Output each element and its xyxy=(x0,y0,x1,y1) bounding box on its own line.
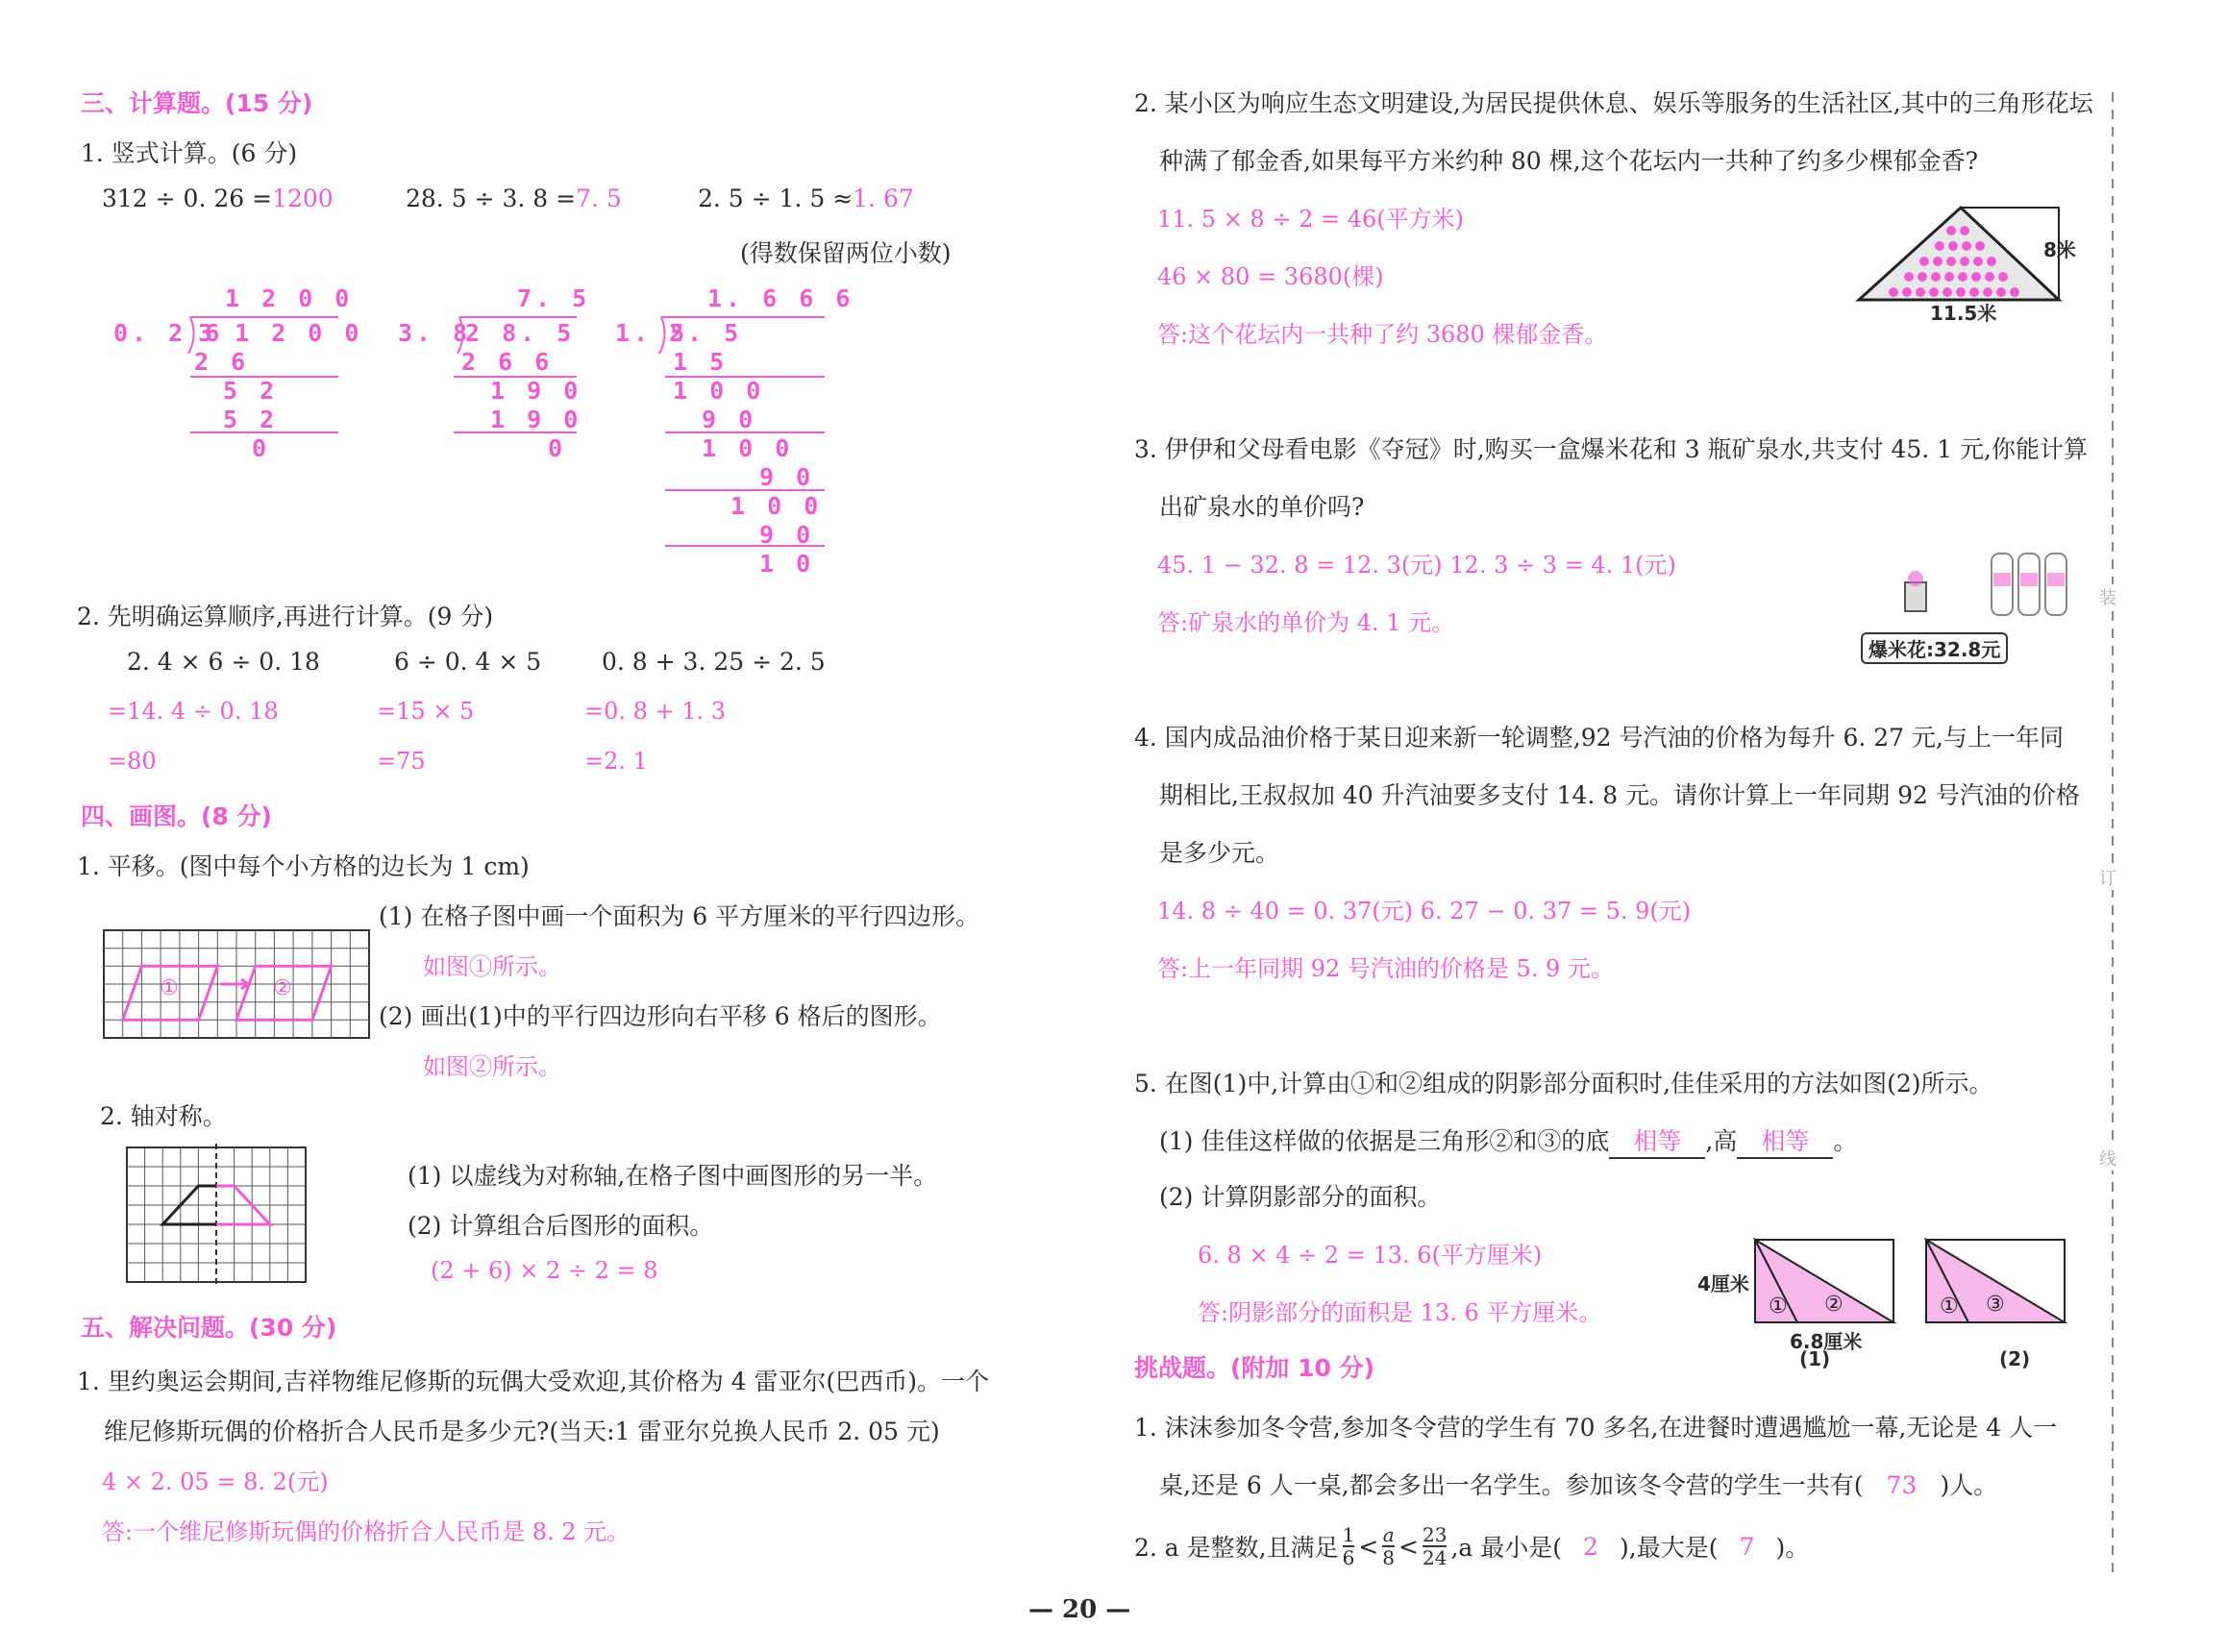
challenge-heading: 挑战题。(附加 10 分) xyxy=(1134,1354,1375,1382)
div3-step: 1 5 xyxy=(673,348,729,376)
op-result: =2. 1 xyxy=(584,748,648,775)
q2-mid: ,a 最小是( xyxy=(1450,1534,1562,1562)
challenge-q1-line1: 1. 沫沫参加冬令营,参加冬令营的学生有 70 多名,在进餐时遭遇尴尬一幕,无论是 4 人一 xyxy=(1134,1414,2058,1442)
r-q4-line1: 4. 国内成品油价格于某日迎来新一轮调整,92 号汽油的价格为每升 6. 27 元,与上一年同 xyxy=(1134,724,2064,752)
q2-min-answer: 2 xyxy=(1583,1532,1598,1561)
q1-text: 桌,还是 6 人一桌,都会多出一名学生。参加该冬令营的学生一共有( xyxy=(1159,1471,1864,1499)
calc-answer: 1200 xyxy=(272,185,334,212)
triangle-height-label: 8米 xyxy=(2043,238,2076,261)
op-expr: 6 ÷ 0. 4 × 5 xyxy=(394,648,542,676)
div1-step: 0 xyxy=(252,434,271,462)
q5-part1-text: (1) 佳佳这样做的依据是三角形②和③的底 xyxy=(1159,1127,1610,1155)
translate-title: 1. 平移。(图中每个小方格的边长为 1 cm) xyxy=(77,852,530,880)
calc-expr: 28. 5 ÷ 3. 8 = xyxy=(406,185,577,212)
div3-step: 9 0 xyxy=(702,406,757,433)
op-expr: 0. 8 + 3. 25 ÷ 2. 5 xyxy=(602,648,826,676)
translation-grid-figure xyxy=(104,930,369,1038)
less-than: < xyxy=(1398,1532,1419,1561)
fraction-23-24 xyxy=(1423,1524,1447,1568)
region-2-label: ② xyxy=(1824,1293,1843,1317)
figure-label-1: ① xyxy=(160,976,179,1000)
q5-blank-height: 相等 xyxy=(1737,1122,1833,1159)
q1-end: )人。 xyxy=(1940,1471,1998,1499)
fig-base-label: 6.8厘米 xyxy=(1790,1330,1863,1353)
div3-step: 1 0 0 xyxy=(702,434,794,462)
r-q4-line3: 是多少元。 xyxy=(1159,839,1280,867)
region-1-label: ① xyxy=(1769,1294,1788,1319)
popcorn-water-illustration xyxy=(1884,544,2095,634)
symmetry-answer: (2 + 6) × 2 ÷ 2 = 8 xyxy=(431,1257,658,1284)
binding-margin-line xyxy=(2103,92,2122,1572)
figure-label-2: ② xyxy=(273,976,292,1000)
q1-answer: 73 xyxy=(1886,1471,1918,1499)
q5-part1-end: 。 xyxy=(1833,1127,1858,1155)
fraction-denominator: 8 xyxy=(1382,1546,1396,1569)
div1-step: 5 2 xyxy=(223,377,279,405)
fig1-caption: (1) xyxy=(1799,1347,1831,1370)
r-q3-calc: 45. 1 − 32. 8 = 12. 3(元) 12. 3 ÷ 3 = 4. 1(元) xyxy=(1157,552,1676,579)
r-q5-part1 xyxy=(1159,1122,1857,1159)
div1-divisor: 0. 2 6 xyxy=(113,319,224,347)
r-q3-line1: 3. 伊伊和父母看电影《夺冠》时,购买一盒爆米花和 3 瓶矿泉水,共支付 45. 1 元,你能计算 xyxy=(1134,435,2088,463)
q2-text: 2. a 是整数,且满足 xyxy=(1134,1534,1339,1562)
q2-max-answer: 7 xyxy=(1739,1532,1755,1561)
r-q5-answer: 答:阴影部分的面积是 13. 6 平方厘米。 xyxy=(1198,1299,1602,1326)
translate-part1: (1) 在格子图中画一个面积为 6 平方厘米的平行四边形。 xyxy=(379,902,980,930)
div2-step: 0 xyxy=(548,434,567,462)
div3-step: 1 0 0 xyxy=(730,492,823,520)
r-q5-part2: (2) 计算阴影部分的面积。 xyxy=(1159,1183,1442,1211)
div3-divisor: 1. 5 xyxy=(615,319,689,347)
calc-expr: 312 ÷ 0. 26 = xyxy=(102,185,273,212)
r-q5-calc: 6. 8 × 4 ÷ 2 = 13. 6(平方厘米) xyxy=(1198,1242,1543,1269)
region-3-label: ③ xyxy=(1986,1293,2005,1317)
section3-heading: 三、计算题。(15 分) xyxy=(81,89,313,117)
translate-answer1: 如图①所示。 xyxy=(423,953,561,980)
div3-step: 9 0 xyxy=(759,463,815,491)
less-than: < xyxy=(1358,1532,1379,1561)
q2-mid2: ),最大是( xyxy=(1620,1534,1719,1562)
calc-answer: 7. 5 xyxy=(576,185,622,212)
translate-answer2: 如图②所示。 xyxy=(423,1053,561,1080)
challenge-q1-line2 xyxy=(1159,1467,1997,1501)
symmetry-grid-figure xyxy=(127,1147,306,1282)
fraction-1-6 xyxy=(1343,1524,1355,1568)
op-step: =0. 8 + 1. 3 xyxy=(584,698,727,725)
fraction-numerator: a xyxy=(1382,1523,1395,1546)
div3-dividend: 2. 5 xyxy=(669,319,743,347)
section4-heading: 四、画图。(8 分) xyxy=(81,802,272,830)
div2-dividend: 2 8. 5 xyxy=(465,319,576,347)
popcorn-icon xyxy=(1905,582,1926,611)
calc-expr: 2. 5 ÷ 1. 5 ≈ xyxy=(698,185,854,212)
problem1-calc: 4 × 2. 05 = 8. 2(元) xyxy=(102,1468,329,1495)
section5-heading: 五、解决问题。(30 分) xyxy=(81,1314,337,1342)
op-result: =80 xyxy=(108,748,157,775)
div1-dividend: 3 1 2 0 0 xyxy=(198,319,363,347)
div3-quotient: 1. 6 6 6 xyxy=(707,284,854,312)
q1-title: 1. 竖式计算。(6 分) xyxy=(81,139,298,167)
div3-step: 1 0 0 xyxy=(673,377,765,405)
div1-step: 5 2 xyxy=(223,406,279,433)
div2-quotient: 7. 5 xyxy=(517,284,591,312)
r-q2-line1: 2. 某小区为响应生态文明建设,为居民提供休息、娱乐等服务的生活社区,其中的三角形花坛 xyxy=(1134,89,2093,117)
popcorn-price-tag: 爆米花:32.8元 xyxy=(1861,632,2008,664)
r-q2-line2: 种满了郁金香,如果每平方米约种 80 棵,这个花坛内一共种了约多少棵郁金香? xyxy=(1159,147,1979,175)
r-q4-calc: 14. 8 ÷ 40 = 0. 37(元) 6. 27 − 0. 37 = 5. 9(元) xyxy=(1157,898,1692,925)
margin-char-zhuang: 装 xyxy=(2099,584,2116,609)
fig2-caption: (2) xyxy=(1999,1347,2031,1370)
calc-answer: 1. 67 xyxy=(853,185,914,212)
fraction-numerator: 23 xyxy=(1422,1523,1448,1546)
symmetry-part2: (2) 计算组合后图形的面积。 xyxy=(408,1212,714,1240)
r-q5-line1: 5. 在图(1)中,计算由①和②组成的阴影部分面积时,佳佳采用的方法如图(2)所示。 xyxy=(1134,1070,1993,1097)
r-q3-line2: 出矿泉水的单价吗? xyxy=(1159,493,1365,521)
r-q2-calc2: 46 × 80 = 3680(棵) xyxy=(1157,263,1384,290)
symmetry-part1: (1) 以虚线为对称轴,在格子图中画图形的另一半。 xyxy=(408,1162,938,1190)
div1-step: 2 6 xyxy=(194,348,250,376)
op-expr: 2. 4 × 6 ÷ 0. 18 xyxy=(127,648,320,676)
page-number: — 20 — xyxy=(1028,1595,1131,1624)
shaded-triangles-figure xyxy=(1751,1236,2068,1328)
fraction-denominator: 24 xyxy=(1422,1546,1448,1569)
fig-height-label: 4厘米 xyxy=(1697,1272,1749,1295)
challenge-q2 xyxy=(1134,1524,1809,1568)
div3-step: 1 0 xyxy=(759,550,815,578)
r-q2-calc1: 11. 5 × 8 ÷ 2 = 46(平方米) xyxy=(1157,206,1464,233)
fraction-a-8 xyxy=(1382,1524,1395,1568)
symmetry-title: 2. 轴对称。 xyxy=(100,1102,227,1130)
op-result: =75 xyxy=(377,748,426,775)
margin-char-xian: 线 xyxy=(2099,1146,2116,1171)
div2-step: 2 6 6 xyxy=(461,348,554,376)
q5-blank-base: 相等 xyxy=(1609,1122,1705,1159)
problem1-line1: 1. 里约奥运会期间,吉祥物维尼修斯的玩偶大受欢迎,其价格为 4 雷亚尔(巴西币)。一个 xyxy=(77,1368,990,1395)
problem1-answer: 答:一个维尼修斯玩偶的价格折合人民币是 8. 2 元。 xyxy=(102,1518,631,1545)
div2-step: 1 9 0 xyxy=(490,406,582,433)
rounding-note: (得数保留两位小数) xyxy=(740,239,952,267)
fraction-numerator: 1 xyxy=(1342,1523,1355,1546)
fraction-denominator: 6 xyxy=(1342,1546,1355,1569)
problem1-line2: 维尼修斯玩偶的价格折合人民币是多少元?(当天:1 雷亚尔兑换人民币 2. 05 元) xyxy=(104,1418,940,1445)
q5-part1-mid: ,高 xyxy=(1705,1127,1738,1155)
r-q4-answer: 答:上一年同期 92 号汽油的价格是 5. 9 元。 xyxy=(1157,955,1614,982)
op-step: =15 × 5 xyxy=(377,698,475,725)
r-q3-answer: 答:矿泉水的单价为 4. 1 元。 xyxy=(1157,609,1455,636)
triangle-base-label: 11.5米 xyxy=(1930,302,1997,325)
div2-step: 1 9 0 xyxy=(490,377,582,405)
q2-end: )。 xyxy=(1775,1534,1810,1562)
div3-step: 9 0 xyxy=(759,521,815,549)
region-1b-label: ① xyxy=(1940,1294,1959,1319)
r-q4-line2: 期相比,王叔叔加 40 升汽油要多支付 14. 8 元。请你计算上一年同期 92 号汽油的价格 xyxy=(1159,781,2080,809)
translate-part2: (2) 画出(1)中的平行四边形向右平移 6 格后的图形。 xyxy=(379,1002,942,1030)
q2-title: 2. 先明确运算顺序,再进行计算。(9 分) xyxy=(77,603,494,630)
div1-quotient: 1 2 0 0 xyxy=(225,284,354,312)
div2-divisor: 3. 8 xyxy=(398,319,472,347)
margin-char-ding: 订 xyxy=(2099,865,2116,890)
op-step: =14. 4 ÷ 0. 18 xyxy=(108,698,279,725)
r-q2-answer: 答:这个花坛内一共种了约 3680 棵郁金香。 xyxy=(1157,321,1608,348)
